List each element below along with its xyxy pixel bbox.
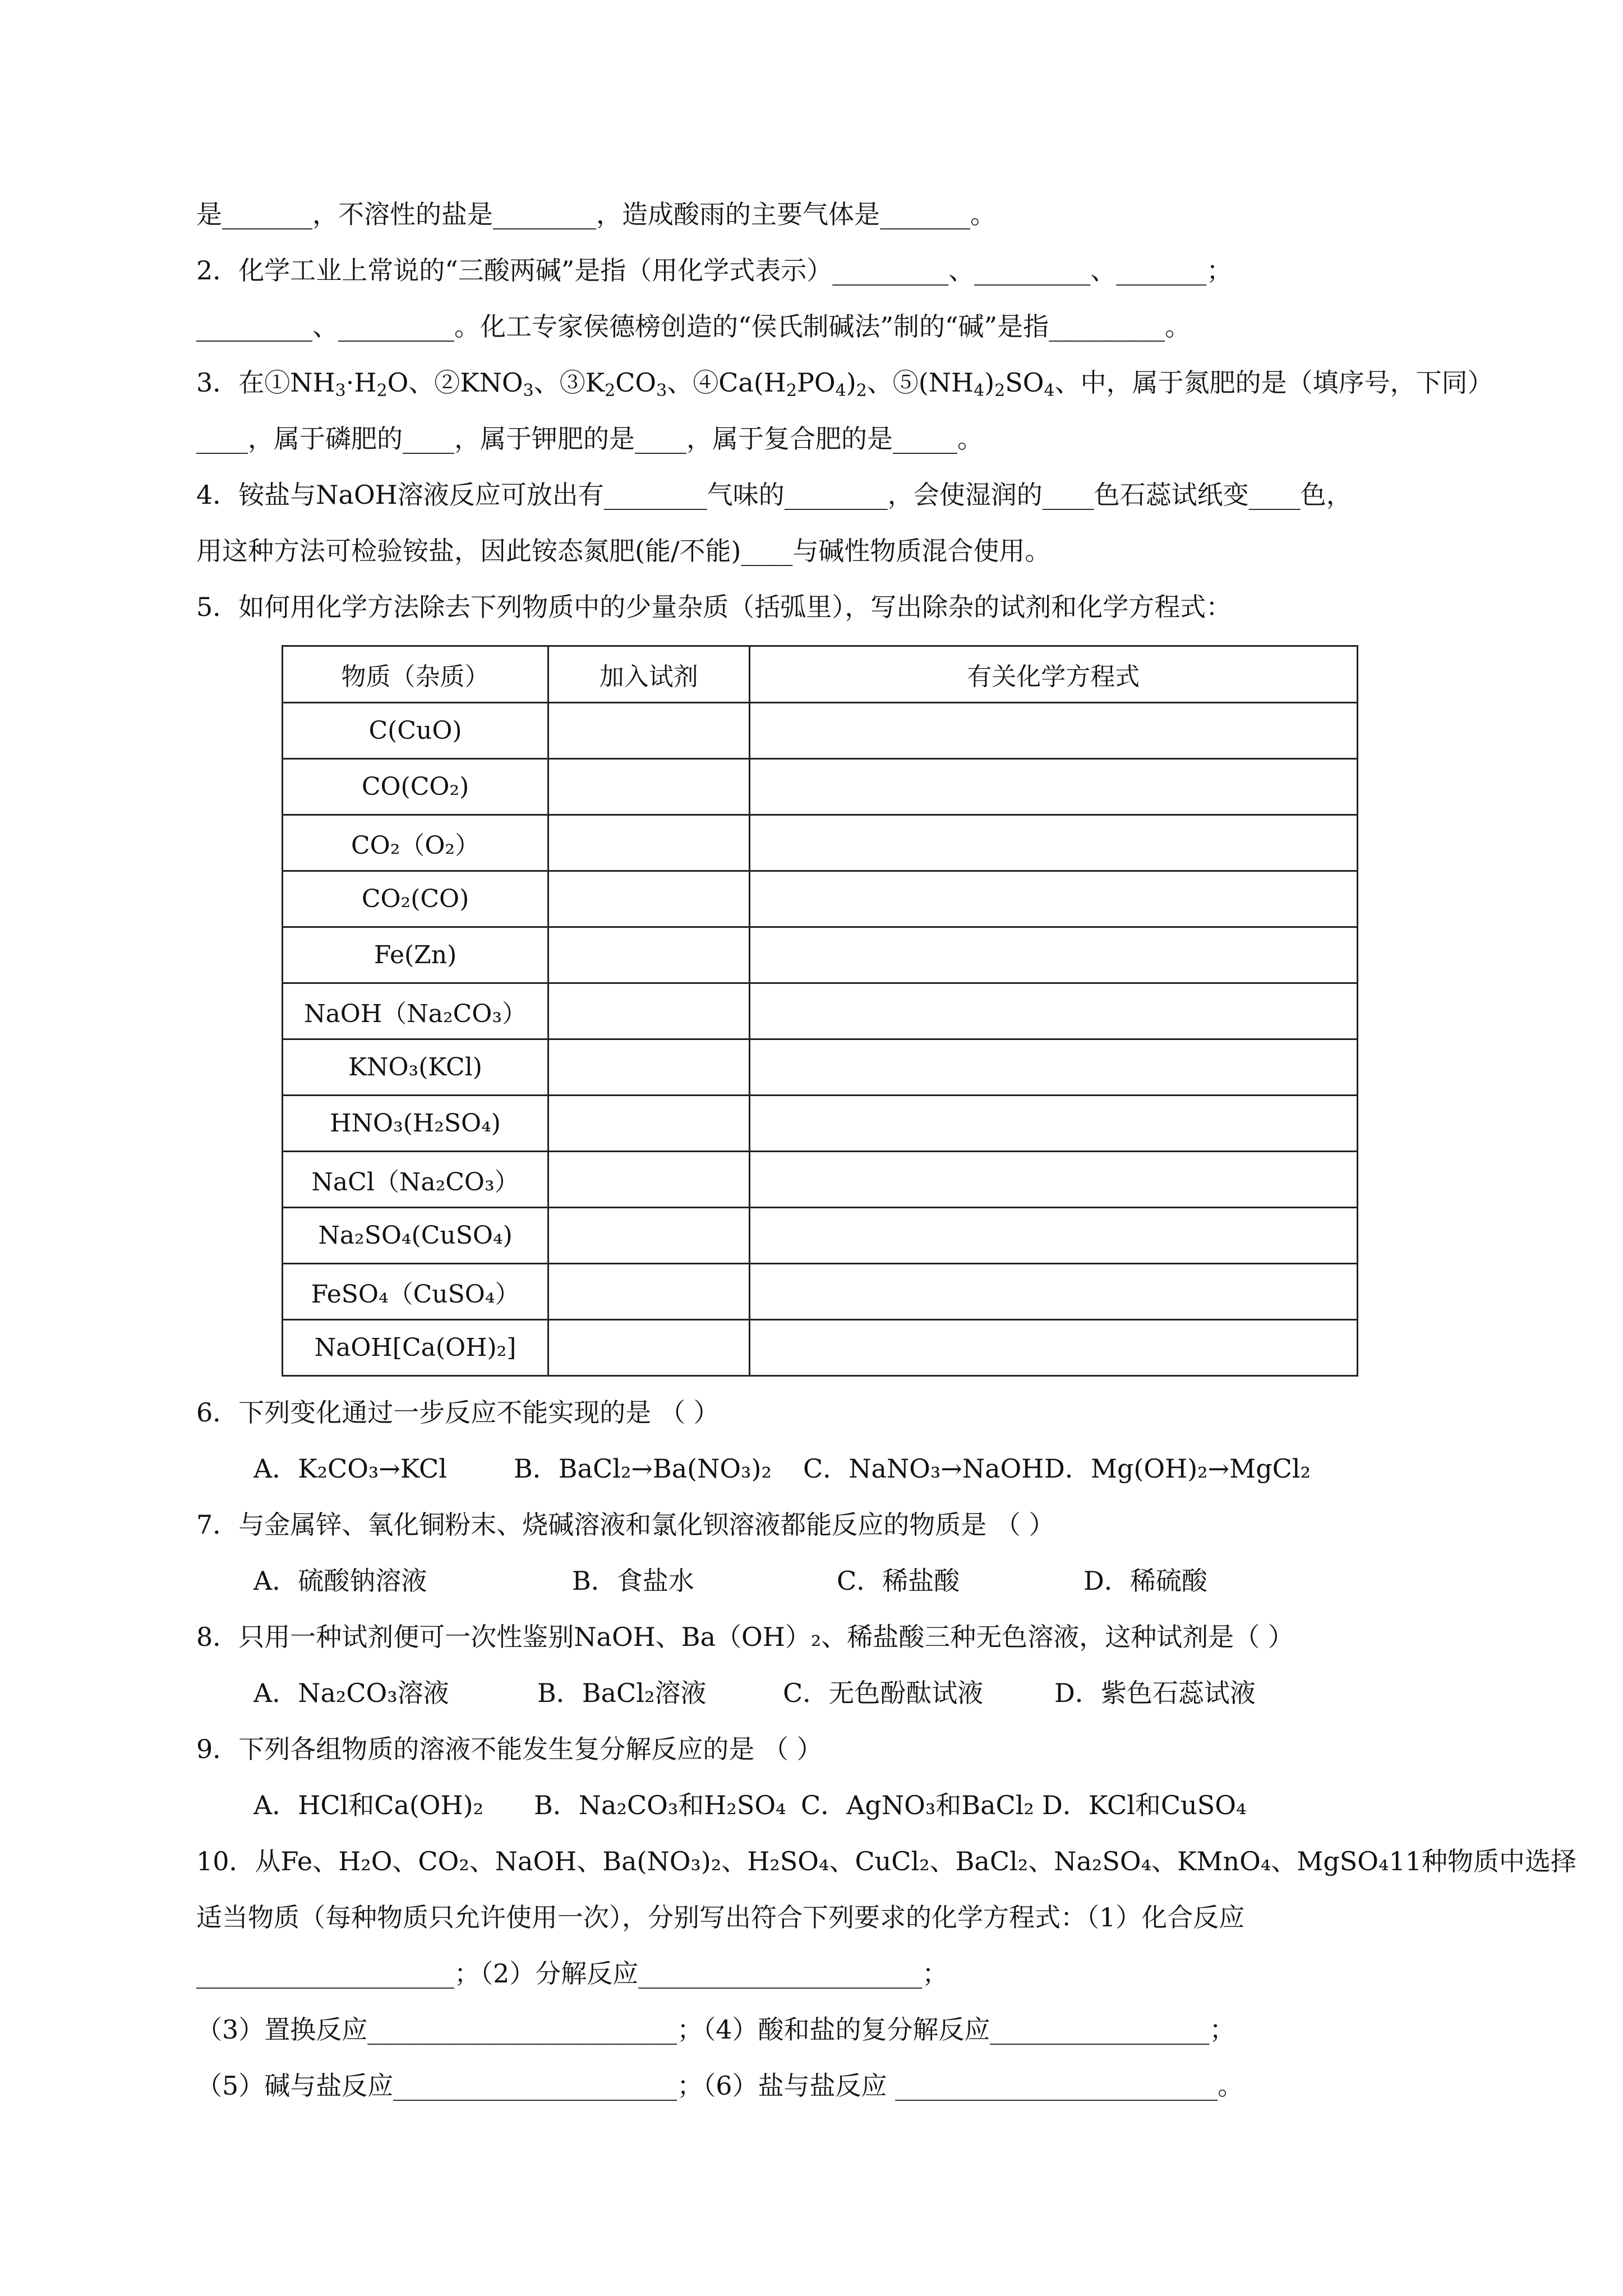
table-row xyxy=(283,1264,1358,1320)
substance-cell: NaOH（Na₂CO₃） xyxy=(283,983,548,1039)
equation-cell[interactable] xyxy=(749,703,1357,759)
option-c[interactable]: C．无色酚酞试液 xyxy=(783,1678,984,1708)
table-row xyxy=(283,759,1358,815)
question-4-line-1: 4．铵盐与NaOH溶液反应可放出有________气味的________，会使湿润的____色石蕊试纸变____色， xyxy=(196,480,1352,510)
table-row xyxy=(283,815,1358,871)
question-3-line-2: ____，属于磷肥的____，属于钾肥的是____，属于复合肥的是_____。 xyxy=(196,424,983,454)
equation-cell[interactable] xyxy=(749,1320,1357,1376)
reagent-cell[interactable] xyxy=(548,759,749,815)
reagent-cell[interactable] xyxy=(548,983,749,1039)
question-2-line-2: _________、_________。化工专家侯德榜创造的“侯氏制碱法”制的“碱”是指_________。 xyxy=(196,311,1191,342)
question-1-continuation: 是_______，不溶性的盐是________，造成酸雨的主要气体是_______。 xyxy=(196,199,996,229)
option-a[interactable]: A．K₂CO₃→KCl xyxy=(253,1453,447,1484)
equation-cell[interactable] xyxy=(749,983,1357,1039)
question-5-prompt: 5．如何用化学方法除去下列物质中的少量杂质（括弧里），写出除杂的试剂和化学方程式： xyxy=(196,592,1232,622)
substance-cell: C(CuO) xyxy=(283,703,548,759)
table-row xyxy=(283,927,1358,983)
question-10-line-4: （3）置换反应________________________；（4）酸和盐的复分解反应_________________； xyxy=(196,2014,1235,2045)
question-10-line-5: （5）碱与盐反应______________________；（6）盐与盐反应 _________________________。 xyxy=(196,2070,1244,2101)
equation-cell[interactable] xyxy=(749,1039,1357,1096)
equation-cell[interactable] xyxy=(749,927,1357,983)
option-b[interactable]: B．BaCl₂→Ba(NO₃)₂ xyxy=(514,1453,772,1484)
substance-cell: CO(CO₂) xyxy=(283,759,548,815)
option-a[interactable]: A．Na₂CO₃溶液 xyxy=(253,1678,449,1708)
question-10-line-1: 10．从Fe、H₂O、CO₂、NaOH、Ba(NO₃)₂、H₂SO₄、CuCl₂、BaCl₂、Na₂SO₄、KMnO₄、MgSO₄11种物质中选择 xyxy=(196,1846,1576,1876)
option-c[interactable]: C．AgNO₃和BaCl₂ xyxy=(801,1790,1034,1820)
equation-cell[interactable] xyxy=(749,871,1357,927)
question-9-prompt: 9．下列各组物质的溶液不能发生复分解反应的是 （ ） xyxy=(196,1734,823,1764)
substance-cell: NaCl（Na₂CO₃） xyxy=(283,1152,548,1208)
substance-cell: HNO₃(H₂SO₄) xyxy=(283,1096,548,1152)
table-row xyxy=(283,1320,1358,1376)
substance-cell: CO₂(CO) xyxy=(283,871,548,927)
option-b[interactable]: B．Na₂CO₃和H₂SO₄ xyxy=(534,1790,786,1820)
equation-cell[interactable] xyxy=(749,1152,1357,1208)
equation-cell[interactable] xyxy=(749,1208,1357,1264)
reagent-cell[interactable] xyxy=(548,815,749,871)
reagent-cell[interactable] xyxy=(548,1152,749,1208)
reagent-cell[interactable] xyxy=(548,1208,749,1264)
equation-cell[interactable] xyxy=(749,759,1357,815)
question-10-line-3: ____________________；（2）分解反应______________________； xyxy=(196,1958,948,1989)
substance-cell: FeSO₄（CuSO₄） xyxy=(283,1264,548,1320)
equation-cell[interactable] xyxy=(749,815,1357,871)
reagent-cell[interactable] xyxy=(548,1320,749,1376)
option-b[interactable]: B．BaCl₂溶液 xyxy=(537,1678,707,1708)
reagent-cell[interactable] xyxy=(548,871,749,927)
option-d[interactable]: D．Mg(OH)₂→MgCl₂ xyxy=(1044,1453,1311,1484)
table-row xyxy=(283,1208,1358,1264)
reagent-cell[interactable] xyxy=(548,703,749,759)
table-row xyxy=(283,703,1358,759)
table-row xyxy=(283,1152,1358,1208)
reagent-cell[interactable] xyxy=(548,927,749,983)
reagent-cell[interactable] xyxy=(548,1264,749,1320)
substance-cell: CO₂（O₂） xyxy=(283,815,548,871)
option-d[interactable]: D．KCl和CuSO₄ xyxy=(1042,1790,1247,1820)
option-a[interactable]: A．HCl和Ca(OH)₂ xyxy=(253,1790,484,1820)
option-d[interactable]: D．紫色石蕊试液 xyxy=(1054,1678,1256,1708)
equation-cell[interactable] xyxy=(749,1264,1357,1320)
option-c[interactable]: C．NaNO₃→NaOH xyxy=(803,1453,1044,1484)
question-7-prompt: 7．与金属锌、氧化铜粉末、烧碱溶液和氯化钡溶液都能反应的物质是 （ ） xyxy=(196,1510,1055,1540)
reagent-cell[interactable] xyxy=(548,1096,749,1152)
question-10-line-2: 适当物质（每种物质只允许使用一次），分别写出符合下列要求的化学方程式：（1）化合反应 xyxy=(196,1902,1245,1932)
option-c[interactable]: C．稀盐酸 xyxy=(837,1566,960,1596)
option-b[interactable]: B．食盐水 xyxy=(572,1566,694,1596)
table-row xyxy=(283,1039,1358,1096)
table-header: 加入试剂 xyxy=(548,646,749,703)
option-a[interactable]: A．硫酸钠溶液 xyxy=(253,1566,427,1596)
question-2-line-1: 2．化学工业上常说的“三酸两碱”是指（用化学式表示）_________、_________、_______； xyxy=(196,255,1233,286)
question-6-prompt: 6．下列变化通过一步反应不能实现的是 （ ） xyxy=(196,1397,720,1428)
substance-cell: KNO₃(KCl) xyxy=(283,1039,548,1096)
table-row xyxy=(283,983,1358,1039)
substance-cell: Fe(Zn) xyxy=(283,927,548,983)
table-header-row xyxy=(283,646,1358,703)
question-4-line-2: 用这种方法可检验铵盐，因此铵态氮肥(能/不能)____与碱性物质混合使用。 xyxy=(196,536,1051,566)
question-3-line-1: 3．在$①NH_3\cdot H_2O$、$②KNO_3$、$③K_2CO_3$、$④Ca(H_2PO_4)_2$、$⑤(NH_4)_2SO_4$、中，属于氮肥的是（填序号，下同） xyxy=(196,367,1493,401)
table-row xyxy=(283,1096,1358,1152)
substance-cell: NaOH[Ca(OH)₂] xyxy=(283,1320,548,1376)
table-header: 有关化学方程式 xyxy=(749,646,1357,703)
equation-cell[interactable] xyxy=(749,1096,1357,1152)
purification-table xyxy=(282,645,1358,1377)
substance-cell: Na₂SO₄(CuSO₄) xyxy=(283,1208,548,1264)
table-header: 物质（杂质） xyxy=(283,646,548,703)
reagent-cell[interactable] xyxy=(548,1039,749,1096)
option-d[interactable]: D．稀硫酸 xyxy=(1083,1566,1207,1596)
question-8-prompt: 8．只用一种试剂便可一次性鉴别NaOH、Ba（OH）₂、稀盐酸三种无色溶液，这种试剂是（ ） xyxy=(196,1622,1294,1652)
table-row xyxy=(283,871,1358,927)
